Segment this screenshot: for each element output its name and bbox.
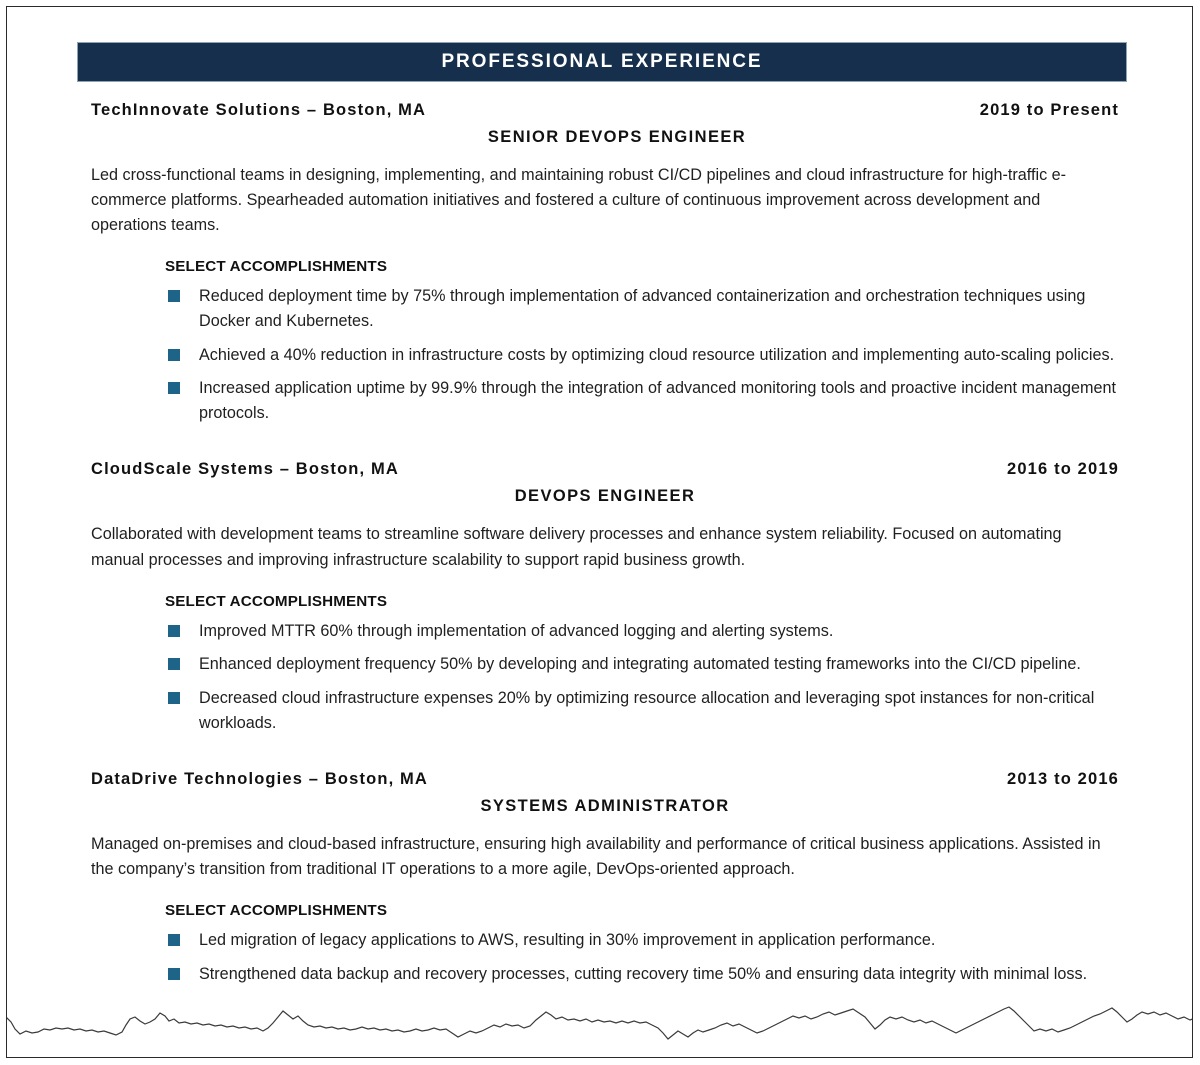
list-item: [165, 928, 1119, 953]
list-item: [165, 962, 1119, 987]
list-item-text: Improved MTTR 60% through implementation of advanced logging and alerting systems.: [199, 621, 834, 640]
square-bullet-icon: [168, 934, 180, 946]
list-item-text: Reduced deployment time by 75% through implementation of advanced containerization and orchestration techniques using Docker and Kubernetes.: [199, 287, 1086, 330]
accomplishments-label: SELECT ACCOMPLISHMENTS: [165, 258, 388, 276]
square-bullet-icon: [168, 290, 180, 302]
list-item: [165, 619, 1119, 644]
square-bullet-icon: [168, 625, 180, 637]
list-item: [165, 652, 1119, 677]
job-title: SYSTEMS ADMINISTRATOR: [480, 797, 730, 816]
job-summary: Managed on-premises and cloud-based infrastructure, ensuring high availability and performance of critical business applications. Assisted in the company’s transition from traditional IT operations to a more agile, DevOps-oriented approach.: [91, 835, 1101, 879]
job-headline: [91, 770, 1119, 789]
job-summary: Collaborated with development teams to streamline software delivery processes and enhance system reliability. Focused on automating manual processes and improving infrastructure scalability to support rapid business growth.: [91, 525, 1062, 569]
accomplishments-label: SELECT ACCOMPLISHMENTS: [165, 592, 388, 610]
accomplishments-block: [91, 593, 1119, 736]
square-bullet-icon: [168, 349, 180, 361]
accomplishments-block: [91, 258, 1119, 425]
accomplishments-list: [165, 619, 1119, 736]
job-entry: [91, 770, 1119, 986]
job-company-name: DataDrive Technologies – Boston, MA: [91, 770, 428, 789]
list-item-text: Achieved a 40% reduction in infrastructure costs by optimizing cloud resource utilization and implementing auto-scaling policies.: [199, 345, 1115, 364]
accomplishments-list: [165, 928, 1119, 986]
square-bullet-icon: [168, 692, 180, 704]
job-title: SENIOR DEVOPS ENGINEER: [487, 128, 747, 146]
accomplishments-block: [91, 902, 1119, 986]
torn-paper-edge: [6, 995, 1193, 1058]
job-company-name: TechInnovate Solutions – Boston, MA: [91, 101, 427, 119]
square-bullet-icon: [168, 968, 180, 980]
list-item: [165, 343, 1119, 368]
job-entry: [91, 101, 1119, 425]
page-content-area: [7, 7, 1192, 1057]
job-entry: [91, 460, 1119, 735]
job-headline: [91, 101, 1119, 120]
job-headline: [91, 460, 1119, 479]
section-spacer: [91, 744, 1119, 770]
list-item-text: Strengthened data backup and recovery processes, cutting recovery time 50% and ensuring data integrity with minimal loss.: [199, 965, 1088, 984]
list-item-text: Led migration of legacy applications to AWS, resulting in 30% improvement in application performance.: [199, 931, 936, 950]
list-item-text: Decreased cloud infrastructure expenses 20% by optimizing resource allocation and leveraging spot instances for non-critical workloads.: [199, 688, 1095, 732]
list-item: [165, 376, 1119, 425]
accomplishments-list: [165, 284, 1119, 425]
square-bullet-icon: [168, 382, 180, 394]
job-date-range: 2019 to Present: [979, 101, 1119, 119]
section-header-title: PROFESSIONAL EXPERIENCE: [441, 51, 763, 72]
section-spacer: [91, 434, 1119, 460]
list-item-text: Enhanced deployment frequency 50% by developing and integrating automated testing frameworks into the CI/CD pipeline.: [199, 655, 1081, 674]
job-summary: Led cross-functional teams in designing, implementing, and maintaining robust CI/CD pipelines and cloud infrastructure for high-traffic e-commerce platforms. Spearheaded automation initiatives and fostered a culture of continuous improvement across development and operations teams.: [91, 166, 1067, 235]
section-header-bar: [77, 42, 1127, 82]
job-date-range: 2016 to 2019: [1007, 460, 1119, 479]
job-company-name: CloudScale Systems – Boston, MA: [91, 460, 399, 479]
experience-list: [91, 101, 1119, 996]
job-title: DEVOPS ENGINEER: [514, 487, 696, 506]
list-item-text: Increased application uptime by 99.9% through the integration of advanced monitoring tools and proactive incident management protocols.: [199, 379, 1116, 422]
accomplishments-label: SELECT ACCOMPLISHMENTS: [165, 902, 388, 920]
resume-page: [6, 6, 1193, 1058]
square-bullet-icon: [168, 658, 180, 670]
job-date-range: 2013 to 2016: [1007, 770, 1119, 789]
list-item: [165, 686, 1119, 735]
list-item: [165, 284, 1119, 333]
